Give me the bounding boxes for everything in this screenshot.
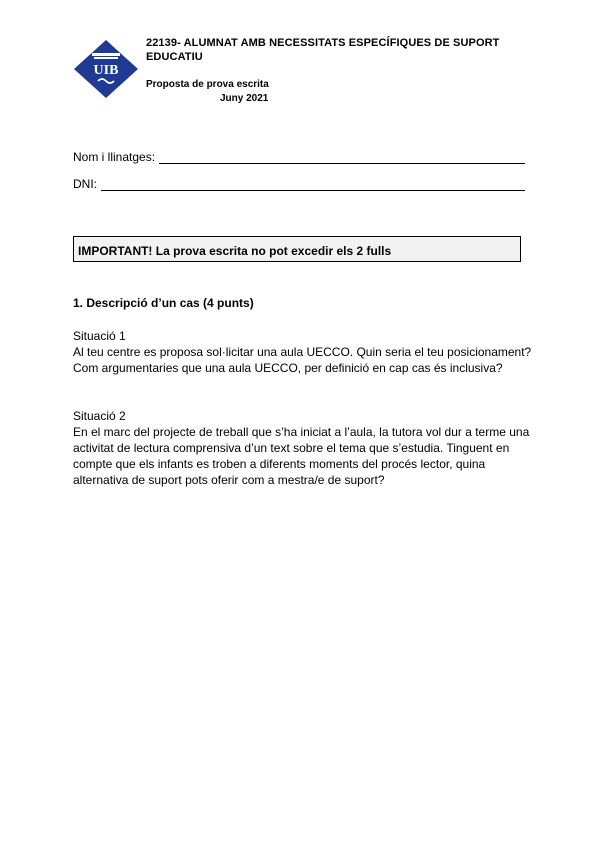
name-field[interactable] (73, 150, 525, 164)
dni-field[interactable] (73, 177, 525, 191)
uib-logo (74, 40, 138, 98)
course-title: 22139- ALUMNAT AMB NECESSITATS ESPECÍFIQUES DE SUPORT EDUCATIU (146, 37, 500, 63)
name-label: Nom i llinatges: (73, 150, 156, 164)
dni-line[interactable] (101, 178, 525, 191)
dni-label: DNI: (73, 177, 97, 191)
logo-text: UIB (93, 63, 119, 78)
document-header (146, 36, 526, 106)
section-title: 1. Descripció d’un cas (4 punts) (73, 296, 254, 310)
situation-2 (73, 408, 533, 488)
situation-2-text: En el marc del projecte de treball que s’ha iniciat a l’aula, la tutora vol dur a terme una activitat de lectura comprensiva d’un text sobre el tema que s’estudia. Tinguent en compte que els infants es troben a diferents moments del procés lector, quina alternativa de suport pots oferir com a mestra/e de suport? (73, 425, 530, 487)
situation-1 (73, 328, 533, 376)
situation-1-label: Situació 1 (73, 329, 126, 343)
important-notice: IMPORTANT! La prova escrita no pot excedir els 2 fulls (73, 236, 521, 262)
document-date: Juny 2021 (220, 93, 269, 104)
name-line[interactable] (159, 151, 525, 164)
document-title: Proposta de prova escrita (146, 79, 269, 90)
situation-1-text: Al teu centre es proposa sol·licitar una aula UECCO. Quin seria el teu posicionament? Com argumentaries que una aula UECCO, per definició en cap cas és inclusiva? (73, 345, 532, 375)
situation-2-label: Situació 2 (73, 409, 126, 423)
